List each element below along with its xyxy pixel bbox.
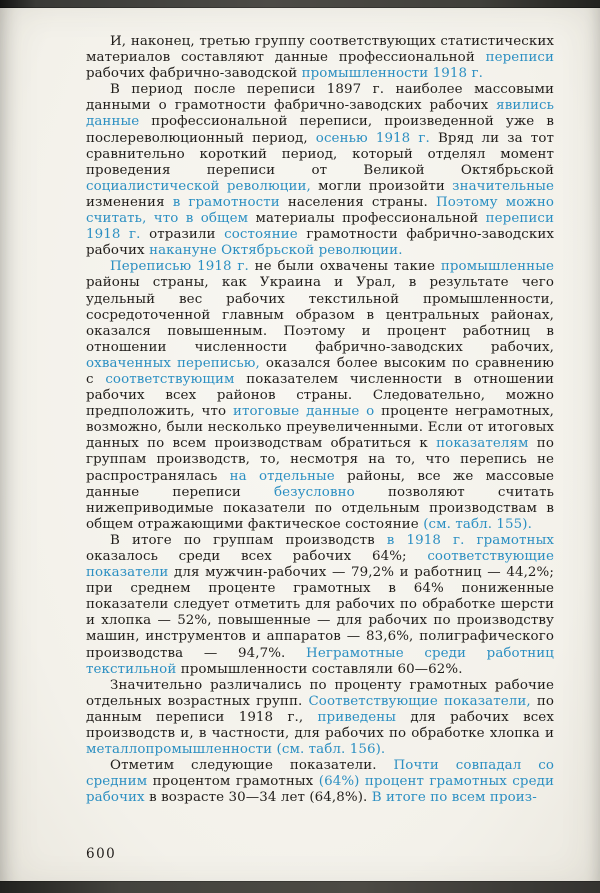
highlighted-text-run: значительные — [452, 178, 554, 194]
page-number: 600 — [86, 846, 117, 862]
highlighted-text-run: состояние — [224, 227, 298, 243]
text-run: могли произойти — [310, 178, 453, 194]
text-run: для рабочих всех производств и, в частности, для рабочих по обработке хлопка и — [86, 709, 554, 742]
highlighted-text-run: накануне Октябрьской революции. — [149, 243, 403, 259]
highlighted-text-run: Соответствующие показатели, — [308, 693, 531, 709]
highlighted-text-run: металлопромышленности (см. табл. 156). — [86, 742, 386, 758]
text-run: районы, все же массовые данные переписи — [86, 468, 554, 500]
text-run: материалы профессиональной — [248, 211, 486, 227]
text-run: оказалось среди всех рабочих 64%; — [86, 549, 428, 564]
text-run: профессиональной переписи, произведенной уже в послереволюционный период, — [86, 114, 554, 146]
text-run: Значительно различались по проценту грамотных рабочие отдельных возрастных групп. — [86, 677, 554, 709]
text-run: В итоге по группам производств — [110, 532, 387, 548]
text-run: И, наконец, третью группу соответствующих статистических материалов составляют данные профессиональной — [86, 34, 554, 66]
highlighted-text-run: переписи — [485, 50, 554, 66]
text-run: по группам производств, то, несмотря на то, что перепись не распространялась — [86, 436, 554, 484]
text-run: позволяют считать нижеприводимые показатели по отдельным производствам в общем отражающими фактическое состояние — [86, 484, 554, 532]
paragraph — [86, 259, 554, 533]
highlighted-text-run: В итоге по всем произ- — [371, 790, 537, 806]
scan-edge-bottom — [0, 881, 600, 893]
highlighted-text-run: промышленные — [440, 259, 554, 275]
highlighted-text-run: явились данные — [86, 98, 554, 130]
text-run: районы страны, как Украина и Урал, в результате чего удельный вес рабочих текстильной промышленности, сосредоточенной главным образом в центральных районах, оказался повышенным. Поэтому и процент работниц в отношении численности фабрично-заводских рабочих, — [86, 275, 554, 355]
highlighted-text-run: Переписью 1918 г. — [110, 259, 249, 275]
text-run: в возрасте 30—34 лет (64,8%). — [144, 790, 372, 806]
text-run: процентом грамотных — [147, 774, 319, 790]
text-run: населения страны. — [279, 194, 436, 210]
highlighted-text-run: в 1918 г. грамотных — [386, 532, 554, 548]
page-text — [86, 34, 554, 807]
text-run: Отметим следующие показатели. — [110, 758, 394, 774]
text-run: изменения — [86, 194, 173, 210]
text-run: для мужчин-рабочих — 79,2% и работниц — 44,2%; при среднем проценте грамотных в 64% пониженные показатели следует отметить для рабочих по обработке шерсти и хлопка — 52%, повышенные — для рабочих по производству машин, инструментов и аппаратов — 83,6%, полиграфического производства — 94,7%. — [86, 565, 554, 661]
text-run: рабочих фабрично-заводской — [86, 66, 302, 82]
text-run: Вряд ли за тот сравнительно короткий период, который отделял момент проведения переписи от Великой Октябрьской — [86, 130, 554, 178]
highlighted-text-run: на отдельные — [229, 468, 335, 484]
highlighted-text-run: переписи 1918 г. — [86, 211, 554, 243]
highlighted-text-run: Поэтому можно считать, что в общем — [86, 194, 554, 227]
highlighted-text-run: безусловно — [274, 484, 355, 500]
text-run: оказался более высоким по сравнению с — [86, 355, 554, 387]
highlighted-text-run: показателям — [436, 436, 529, 452]
text-run: проценте неграмотных, возможно, были несколько преувеличенными. Если от итоговых данных по всем производствам обратиться к — [86, 404, 554, 452]
highlighted-text-run: приведены — [317, 709, 397, 725]
highlighted-text-run: соответствующим — [105, 371, 235, 387]
highlighted-text-run: Неграмотные среди работниц текстильной — [86, 645, 554, 677]
highlighted-text-run: социалистической революции, — [86, 178, 311, 194]
paragraph — [86, 533, 554, 678]
text-run: не были охвачены такие — [248, 259, 441, 275]
paragraph — [86, 678, 554, 758]
text-run: отразили — [140, 227, 225, 243]
text-run: промышленности составляли 60—62%. — [176, 661, 463, 677]
paragraph — [86, 34, 554, 82]
highlighted-text-run: Почти совпадал со средним — [86, 758, 554, 790]
highlighted-text-run: (64%) процент грамотных среди рабочих — [86, 774, 554, 806]
paragraph — [86, 82, 554, 259]
text-run: показателем численности в отношении рабочих всех районов страны. Следовательно, можно предположить, что — [86, 371, 554, 420]
highlighted-text-run: (см. табл. 155). — [423, 516, 532, 532]
highlighted-text-run: охваченных переписью, — [86, 355, 260, 371]
highlighted-text-run: итоговые данные о — [232, 404, 375, 420]
text-run: В период после переписи 1897 г. наиболее массовыми данными о грамотности фабрично-заводских рабочих — [86, 82, 554, 114]
highlighted-text-run: соответствующие показатели — [86, 549, 554, 581]
paragraph — [86, 758, 554, 806]
highlighted-text-run: промышленности 1918 г. — [301, 66, 483, 82]
text-run: по данным переписи 1918 г., — [86, 693, 554, 725]
highlighted-text-run: осенью 1918 г. — [315, 130, 430, 146]
highlighted-text-run: в грамотности — [172, 194, 280, 210]
scan-edge-top — [0, 0, 600, 8]
text-run: грамотности фабрично-заводских рабочих — [86, 227, 554, 259]
